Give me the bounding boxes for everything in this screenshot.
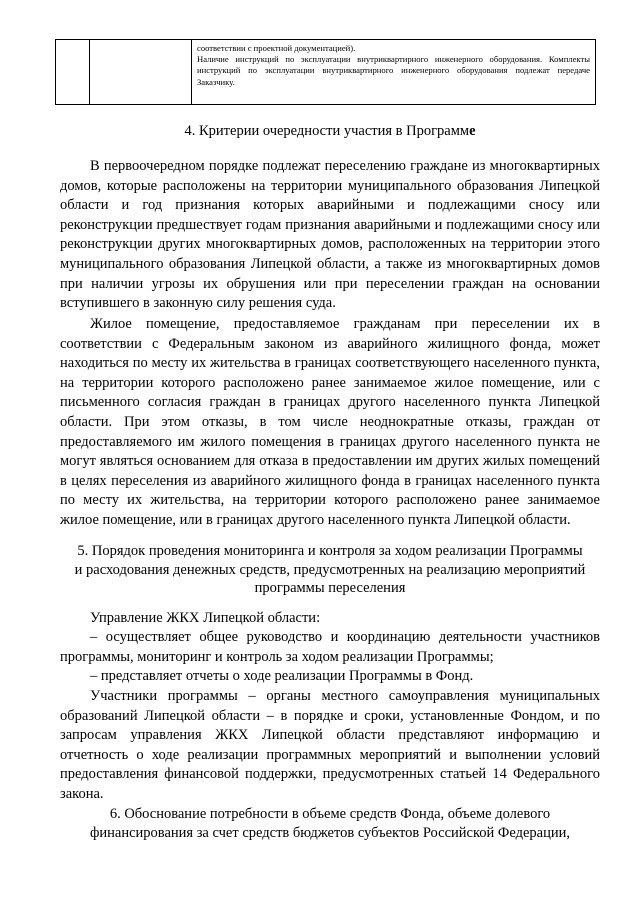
table-cell-requirements [192, 40, 596, 105]
section-5-heading-line: программы переселения [254, 580, 406, 596]
section-5-paragraph-4: Участники программы – органы местного самоуправления муниципальных образований Липецкой области – в порядке и сроки, установленные Фондом, и по запросам управления ЖКХ Липецкой области представляют информацию и отчетность о ходе реализации программных мероприятий и выполнении условий предоставления финансовой поддержки, предусмотренных статьей 14 Федерального закона. [60, 688, 600, 802]
table-text-paragraph: Наличие инструкций по эксплуатации внутриквартирного инженерного оборудования. Комплекты инструкций по эксплуатации внутриквартирного инженерного оборудования подлежат передаче Заказчику. [197, 54, 590, 87]
table-row [56, 40, 596, 105]
section-4-heading-text: 4. Критерии очередности участия в Программ [184, 123, 470, 139]
section-6-heading-line: финансирования за счет средств бюджетов субъектов Российской Федерации, [89, 825, 571, 841]
section-6-heading-line: 6. Обоснование потребности в объеме средств Фонда, объеме долевого [109, 806, 551, 822]
section-5-heading-line: 5. Порядок проведения мониторинга и контроля за ходом реализации Программы [77, 543, 583, 559]
section-5-heading [60, 542, 600, 598]
table-cell-item [90, 40, 192, 105]
section-4-heading [60, 122, 600, 141]
section-4-paragraph-1: В первоочередном порядке подлежат переселению граждане из многоквартирных домов, которые расположены на территории муниципального образования Липецкой области и год признания которых аварийными и подлежащими сносу или реконструкции предшествует годам признания аварийными и подлежащими сносу или реконструкции других многоквартирных домов, расположенных на территории этого муниципального образования Липецкой области, а также из многоквартирных домов при наличии угрозы их обрушения или при переселении граждан на основании вступившего в законную силу решения суда. [60, 158, 600, 312]
table-cell-number [56, 40, 90, 105]
section-5-paragraph-2: – осуществляет общее руководство и координацию деятельности участников программы, мониторинг и контроль за ходом реализации Программы; [60, 629, 600, 665]
section-5-paragraph-1: Управление ЖКХ Липецкой области: [90, 610, 321, 626]
section-4-paragraph-2: Жилое помещение, предоставляемое гражданам при переселении их в соответствии с Федеральным законом из аварийного жилищного фонда, может находиться по месту их жительства в границах соответствующего населенного пункта, на территории которого расположено ранее занимаемое жилое помещение, или с письменного согласия граждан в границах другого населенного пункта Липецкой области. При этом отказы, в том числе неоднократные отказы, граждан от предоставляемого им жилого помещения в границах другого населенного пункта не могут являться основанием для отказа в предоставлении им других жилых помещений в целях переселения из аварийного жилищного фонда в границах населенного пункта по месту их жительства, на территории которого расположено ранее занимаемое жилое помещение, или в границах другого населенного пункта Липецкой области. [60, 316, 600, 528]
section-6-heading [60, 805, 600, 843]
table-text-line: соответствии с проектной документацией). [197, 43, 356, 53]
section-5-heading-line: и расходования денежных средств, предусмотренных на реализацию мероприятий [74, 561, 586, 578]
section-4-heading-last-letter: е [469, 123, 476, 139]
requirements-table [55, 39, 596, 105]
section-5-paragraph-3: – представляет отчеты о ходе реализации Программы в Фонд. [90, 668, 474, 684]
